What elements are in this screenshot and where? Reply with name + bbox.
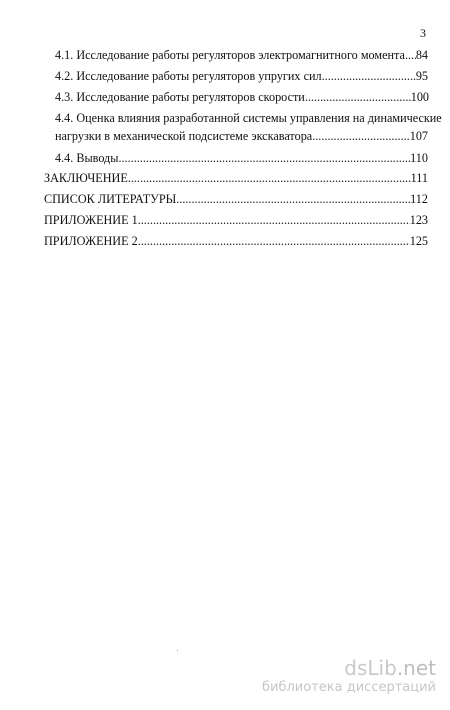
watermark-logo (262, 657, 436, 679)
toc-entry-title: 4.3. Исследование работы регуляторов скорости (55, 90, 305, 104)
watermark-logo-tld: .net (396, 656, 436, 680)
toc-entry-references (44, 192, 428, 206)
toc-entry-title: ЗАКЛЮЧЕНИЕ (44, 171, 128, 185)
toc-leader-dots (305, 90, 411, 104)
toc-entry-page: 95 (415, 69, 428, 83)
toc-entry-conclusion (44, 171, 428, 185)
toc-entry-title: 4.2. Исследование работы регуляторов упругих сил (55, 69, 322, 83)
watermark-logo-main: dsLib (344, 656, 397, 680)
page-number: 3 (420, 26, 426, 40)
watermark (262, 657, 436, 696)
toc-leader-dots (118, 151, 410, 165)
toc-entry-4-4-conclusions (55, 151, 428, 165)
toc-entry-title: 4.1. Исследование работы регуляторов электромагнитного момента (55, 48, 405, 62)
toc-entry-title: 4.4. Выводы (55, 151, 119, 165)
toc-entry-page: 107 (409, 129, 428, 143)
table-of-contents (0, 0, 450, 260)
toc-entry-4-2 (55, 69, 428, 83)
toc-entry-title-line1: 4.4. Оценка влияния разработанной системы управления на динамические (55, 111, 442, 125)
watermark-subtitle: библиотека диссертаций (262, 680, 436, 695)
toc-entry-appendix-2 (44, 234, 428, 248)
toc-entry-4-1 (55, 48, 428, 62)
toc-entry-page: 112 (410, 192, 428, 206)
toc-entry-page: 123 (409, 213, 428, 227)
toc-entry-4-4-assessment (55, 111, 442, 143)
scan-speck (177, 650, 178, 651)
toc-leader-dots (128, 171, 411, 185)
toc-entry-appendix-1 (44, 213, 428, 227)
toc-leader-dots (138, 213, 410, 227)
toc-entry-title: ПРИЛОЖЕНИЕ 2 (44, 234, 138, 248)
toc-leader-dots (312, 129, 410, 143)
toc-entry-page: 100 (410, 90, 429, 104)
toc-entry-page: 111 (410, 171, 428, 185)
toc-leader-dots (322, 69, 416, 83)
toc-entry-title: СПИСОК ЛИТЕРАТУРЫ (44, 192, 177, 206)
toc-entry-page: 84 (415, 48, 428, 62)
toc-entry-title: нагрузки в механической подсистеме экскаватора (55, 129, 313, 143)
toc-leader-dots (138, 234, 410, 248)
toc-entry-4-3 (55, 90, 429, 104)
toc-leader-dots (405, 48, 416, 62)
toc-entry-title: ПРИЛОЖЕНИЕ 1 (44, 213, 138, 227)
toc-entry-page: 110 (410, 151, 428, 165)
toc-entry-page: 125 (409, 234, 428, 248)
toc-leader-dots (176, 192, 410, 206)
